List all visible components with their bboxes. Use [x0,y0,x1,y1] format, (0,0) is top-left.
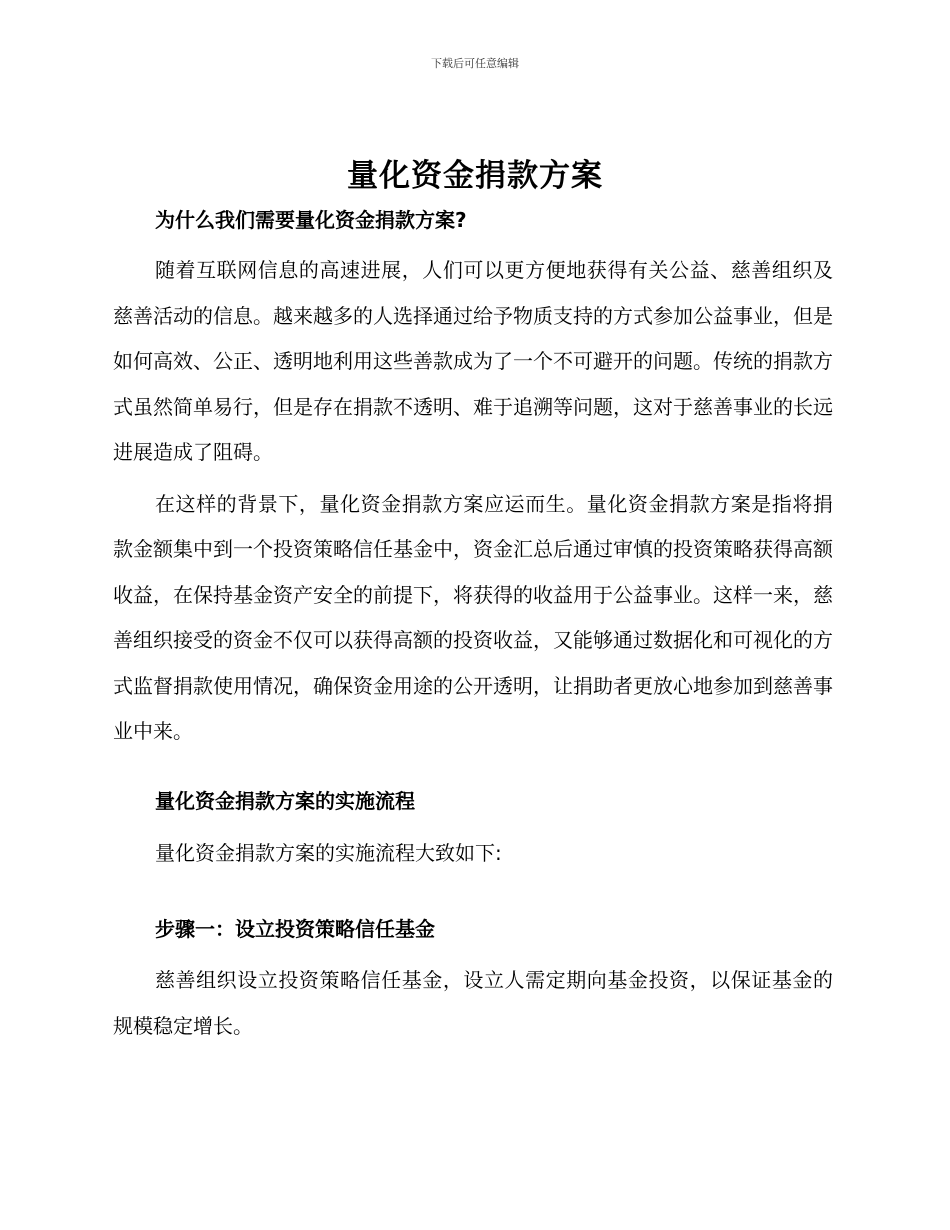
section-heading-why: 为什么我们需要量化资金捐款方案? [155,208,467,232]
paragraph-background: 随着互联网信息的高速进展，人们可以更方便地获得有关公益、慈善组织及慈善活动的信息。越来越多的人选择通过给予物质支持的方式参加公益事业，但是如何高效、公正、透明地利用这些善款成为了一个不可避开的问题。传统的捐款方式虽然简单易行，但是存在捐款不透明、难于追溯等问题，这对于慈善事业的长远进展造成了阻碍。 [113,258,833,464]
paragraph-step-1: 慈善组织设立投资策略信任基金，设立人需定期向基金投资，以保证基金的规模稳定增长。 [113,968,833,1038]
step-heading-1: 步骤一：设立投资策略信任基金 [155,917,435,941]
paragraph-solution: 在这样的背景下，量化资金捐款方案应运而生。量化资金捐款方案是指将捐款金额集中到一个投资策略信任基金中，资金汇总后通过审慎的投资策略获得高额收益，在保持基金资产安全的前提下，将获得的收益用于公益事业。这样一来，慈善组织接受的资金不仅可以获得高额的投资收益，又能够通过数据化和可视化的方式监督捐款使用情况，确保资金用途的公开透明，让捐助者更放心地参加到慈善事业中来。 [113,491,833,743]
paragraph-process-intro: 量化资金捐款方案的实施流程大致如下: [155,840,502,865]
document-title: 量化资金捐款方案 [347,158,603,194]
page-header-note: 下载后可任意编辑 [431,57,519,70]
section-heading-process: 量化资金捐款方案的实施流程 [155,788,415,813]
document-body [113,205,833,1049]
